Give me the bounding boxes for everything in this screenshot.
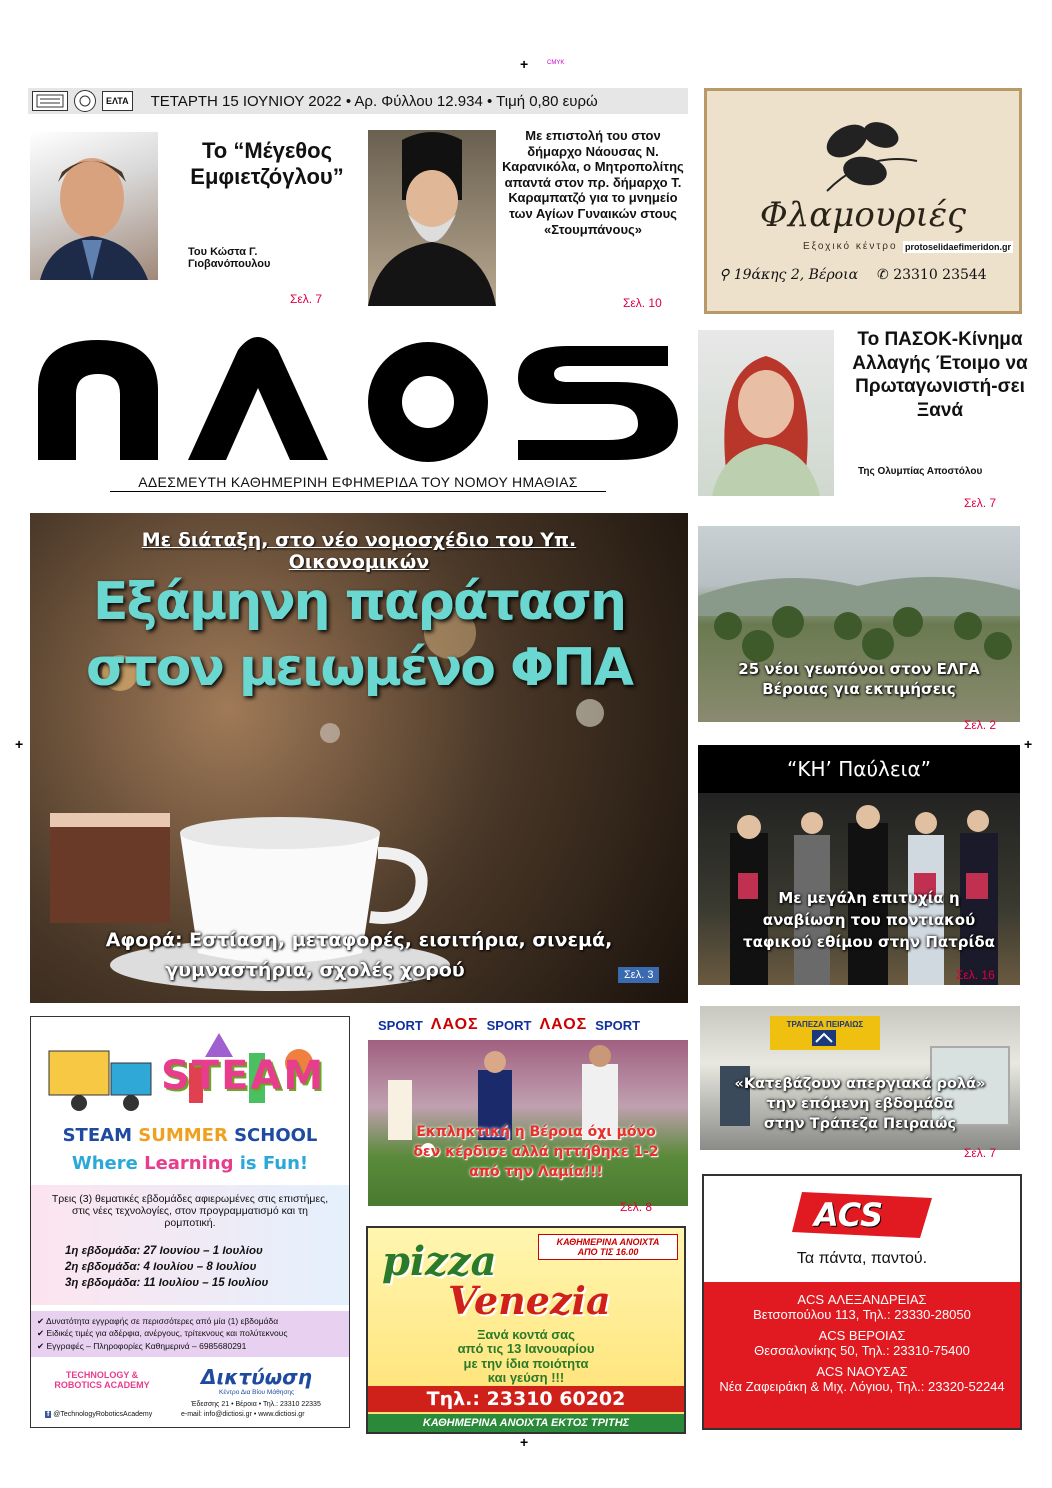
steam-slogan [31, 1153, 349, 1174]
story5-caption-3: ταφικού εθίμου στην Πατρίδα [743, 933, 995, 951]
woman-portrait-icon [698, 330, 834, 496]
acs-branch-info: Νέα Ζαφειράκη & Μιχ. Λόγιου, Τηλ.: 23320-52244 [719, 1379, 1005, 1394]
lead-kicker: Με διάταξη, στο νέο νομοσχέδιο του Υπ. Οικονομικών [141, 529, 577, 573]
story4-photo[interactable] [698, 526, 1020, 722]
masthead-logo [28, 330, 688, 465]
acs-logo: ACS [814, 1196, 884, 1234]
masthead-tagline: ΑΔΕΣΜΕΥΤΗ ΚΑΘΗΜΕΡΙΝΗ ΕΦΗΜΕΡΙΔΑ ΤΟΥ ΝΟΜΟΥ ΗΜΑΘΙΑΣ [110, 474, 606, 492]
story5-header: “ΚΗ’ Παύλεια” [698, 745, 1020, 793]
watermark: protoselidaefimeridon.gr [905, 242, 1012, 252]
registration-mark-top: + [520, 56, 529, 72]
sport-photo[interactable] [368, 1040, 688, 1206]
sport-caption-2: δεν κέρδισε αλλά ηττήθηκε 1-2 [413, 1144, 659, 1160]
lead-sub-2: γυμναστήρια, σχολές χορού [165, 959, 465, 981]
pizza-word: pizza [382, 1238, 497, 1285]
football-players-icon [368, 1040, 688, 1206]
story3-byline: Της Ολυμπίας Αποστόλου [858, 466, 983, 477]
steam-week-3: 3η εβδομάδα: 11 Ιουλίου – 15 Ιουλίου [65, 1277, 269, 1289]
steam-ad[interactable] [30, 1016, 350, 1428]
flamouries-address [719, 267, 858, 283]
story5-photo[interactable] [698, 793, 1020, 985]
steam-bullet-text: Δυνατότητα εγγραφής σε περισσότερες από μία (1) εβδομάδα [46, 1316, 279, 1326]
story6-caption-3: στην Τράπεζα Πειραιώς [763, 1116, 957, 1132]
sport-page: Σελ. 8 [620, 1200, 653, 1214]
diktyosi-sub: Κέντρο Δια Βίου Μάθησης [219, 1389, 295, 1396]
sport-mini-logo: ΛΑΟΣ [430, 1016, 479, 1033]
story4-caption-1: 25 νέοι γεωπόνοι στον ΕΛΓΑ [738, 660, 980, 678]
steam-slogan-a: Where [71, 1153, 145, 1174]
sport-label: SPORT [595, 1017, 641, 1033]
dateline: ΤΕΤΑΡΤΗ 15 ΙΟΥΝΙΟΥ 2022 • Αρ. Φύλλου 12.934 • Τιμή 0,80 ευρώ [150, 92, 598, 110]
flamouries-phone-text: 23310 23544 [893, 267, 987, 283]
steam-facebook[interactable] [45, 1411, 152, 1418]
steam-facebook-text: @TechnologyRoboticsAcademy [53, 1411, 153, 1418]
pizza-text [368, 1328, 684, 1385]
registration-mark-left: + [15, 736, 24, 752]
story6-page: Σελ. 7 [964, 1146, 997, 1160]
member-logo-icon [36, 94, 64, 108]
acs-slogan: Τα πάντα, παντού. [796, 1250, 928, 1267]
steam-intro: Τρεις (3) θεματικές εβδομάδες αφιερωμένες στις επιστήμες, στις νέες τεχνολογίες, στον προγραμματισμό και τη ρομποτική. [51, 1193, 329, 1229]
pizza-text-1: Ξανά κοντά σας [477, 1327, 575, 1342]
acs-branches [704, 1282, 1020, 1428]
cmyk-label: CMYK [547, 60, 565, 66]
steam-bullets [31, 1311, 349, 1357]
metropolitan-portrait-icon [368, 130, 496, 306]
steam-bullet-text: Εγγραφές – Πληροφορίες Καθημερινά – 6985680291 [46, 1340, 247, 1351]
diktyosi-logo: Δικτύωση [201, 1365, 312, 1389]
steam-bullet: ✔ Εγγραφές – Πληροφορίες Καθημερινά – 6985680291 [37, 1340, 247, 1351]
seal-icon [74, 90, 96, 112]
story1-title[interactable]: Το “Μέγεθος Εμφιετζόγλου” [190, 138, 344, 190]
location-pin-icon: ⚲ [719, 267, 730, 283]
steam-logo: STEAM [161, 1053, 326, 1099]
acs-branch-info: Βετσοπούλου 113, Τηλ.: 23330-28050 [753, 1307, 971, 1322]
lead-title-2: στον μειωμένο ΦΠΑ [85, 638, 633, 698]
dateline-bar [28, 88, 688, 114]
steam-title [31, 1125, 349, 1146]
acs-branch-name: ACS ΒΕΡΟΙΑΣ [818, 1328, 906, 1343]
venezia-word: Venezia [448, 1278, 611, 1323]
registration-mark-bottom: + [520, 1434, 529, 1450]
story3-photo [698, 330, 834, 496]
registration-mark-right: + [1024, 736, 1033, 752]
pizza-phone[interactable]: Τηλ.: 23310 60202 [368, 1386, 684, 1412]
acs-header [704, 1176, 1020, 1282]
facebook-icon: f [47, 1411, 50, 1418]
story6-photo[interactable] [700, 1006, 1020, 1150]
leaves-icon [807, 111, 927, 201]
story2-page: Σελ. 10 [623, 296, 662, 310]
lead-page: Σελ. 3 [618, 967, 659, 983]
pizza-hours-1: ΚΑΘΗΜΕΡΙΝΑ ΑΝΟΙΧΤΑ [556, 1237, 660, 1247]
elta-logo: ΕΛΤΑ [102, 91, 133, 111]
story1-page: Σελ. 7 [290, 292, 323, 306]
story3-title[interactable]: Το ΠΑΣΟΚ-Κίνημα Αλλαγής Έτοιμο να Πρωταγωνιστή-σει Ξανά [852, 329, 1028, 421]
steam-bullet-text: Ειδικές τιμές για αδέρφια, ανέργους, τρίτεκνους και πολύτεκνους [46, 1328, 288, 1339]
acs-branch-name: ACS ΝΑΟΥΣΑΣ [816, 1364, 908, 1379]
sport-label: SPORT [486, 1017, 532, 1033]
story1-byline: Του Κώστα Γ. Γιοβανόπουλου [188, 246, 271, 270]
story5-page: Σελ. 16 [956, 968, 995, 982]
diktyosi-address: Έδεσσης 21 • Βέροια • Τηλ.: 23310 22335 [191, 1401, 321, 1408]
person-portrait-icon [30, 132, 158, 280]
sport-mini-logo: ΛΑΟΣ [539, 1016, 588, 1033]
diktyosi-contact: e-mail: info@dictiosi.gr • www.dictiosi.gr [181, 1411, 305, 1418]
steam-week-2: 2η εβδομάδα: 4 Ιουλίου – 8 Ιουλίου [65, 1261, 257, 1273]
phone-icon: ✆ [877, 267, 889, 283]
sport-caption-1: Εκπληκτική η Βέροια όχι μόνο [416, 1124, 656, 1140]
story3-page: Σελ. 7 [964, 496, 997, 510]
steam-title-b: SUMMER [138, 1125, 235, 1146]
story4-caption-2: Βέροιας για εκτιμήσεις [762, 680, 956, 698]
lead-story[interactable] [30, 513, 688, 1003]
sport-header [378, 1016, 640, 1034]
story4-page: Σελ. 2 [964, 718, 997, 732]
sport-caption-3: από την Λαμία!!! [469, 1164, 603, 1180]
pizza-text-3: με την ίδια ποιότητα [463, 1355, 589, 1371]
lead-title-1: Εξάμηνη παράταση [92, 572, 626, 632]
flamouries-subtitle: Εξοχικό κέντρο [803, 241, 898, 252]
steam-title-c: SCHOOL [234, 1125, 318, 1146]
flamouries-address-text: 19άκης 2, Βέροια [733, 267, 859, 283]
lead-sub-1: Αφορά: Εστίαση, μεταφορές, εισιτήρια, σινεμά, [105, 929, 613, 951]
academy-logo: TECHNOLOGY & ROBOTICS ACADEMY [54, 1370, 150, 1390]
acs-branch-info: Θεσσαλονίκης 50, Τηλ.: 23310-75400 [754, 1343, 970, 1358]
story2-text[interactable]: Με επιστολή του στον δήμαρχο Νάουσας Ν. Καρανικόλα, ο Μητροπολίτης απαντά στον πρ. δήμαρχο Τ. Καραμπατζό για το μνημείο των Αγίων Γυναικών στους «Στουμπάνους» [502, 128, 684, 237]
story5-caption-2: αναβίωση του ποντιακού [762, 911, 976, 929]
story5-caption-1: Με μεγάλη επιτυχία η [778, 889, 960, 907]
pizza-text-2: από τις 13 Ιανουαρίου [457, 1341, 595, 1357]
member-logo [32, 91, 68, 111]
steam-week-1: 1η εβδομάδα: 27 Ιουνίου – 1 Ιουλίου [65, 1245, 263, 1257]
story2-photo [368, 130, 496, 306]
steam-bullet: ✔ Δυνατότητα εγγραφής σε περισσότερες από μία (1) εβδομάδα [37, 1316, 279, 1326]
pizza-hours [538, 1234, 678, 1260]
pizza-ad[interactable] [366, 1226, 686, 1434]
pizza-text-4: και γεύση !!! [487, 1369, 565, 1385]
story1-photo [30, 132, 158, 280]
steam-slogan-c: is Fun! [239, 1153, 309, 1174]
acs-branch-name: ACS ΑΛΕΞΑΝΔΡΕΙΑΣ [797, 1292, 927, 1307]
header-logos [28, 90, 133, 112]
steam-title-a: STEAM [62, 1125, 139, 1146]
flamouries-name: Φλαμουριές [759, 195, 967, 235]
steam-slogan-b: Learning [144, 1153, 240, 1174]
sport-label: SPORT [378, 1017, 423, 1033]
masthead [28, 330, 688, 465]
steam-bullet: ✔ Ειδικές τιμές για αδέρφια, ανέργους, τρίτεκνους και πολύτεκνους [37, 1328, 288, 1339]
flamouries-ad[interactable] [704, 88, 1022, 314]
bank-sign: ΤΡΑΠΕΖΑ ΠΕΙΡΑΙΩΣ [770, 1016, 880, 1050]
pizza-hours-2: ΑΠΟ ΤΙΣ 16.00 [577, 1247, 639, 1257]
pizza-footer: ΚΑΘΗΜΕΡΙΝΑ ΑΝΟΙΧΤΑ ΕΚΤΟΣ ΤΡΙΤΗΣ [368, 1414, 684, 1432]
steam-info-box [31, 1185, 349, 1305]
bank-logo-icon [812, 1030, 836, 1046]
story6-caption-2: την επόμενη εβδομάδα [766, 1096, 954, 1112]
story6-caption-1: «Κατεβάζουν απεργιακά ρολά» [734, 1076, 986, 1092]
flamouries-phone[interactable] [877, 267, 987, 283]
acs-ad[interactable] [702, 1174, 1022, 1430]
